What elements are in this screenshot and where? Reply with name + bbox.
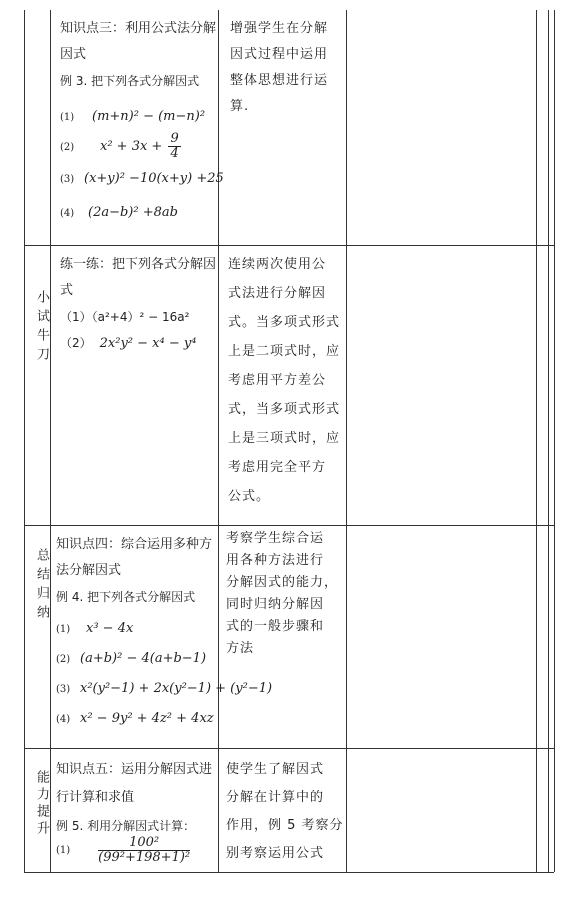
row1-item-1: (1) (m+n)² − (m−n)² (60, 109, 206, 124)
row3-heading: 知识点四：综合运用多种方 (56, 537, 213, 552)
row3-content (56, 532, 218, 610)
row4-purpose: 使学生了解因式 分解在计算中的 作用，例 5 考察分 别考察运用公式 (226, 762, 344, 861)
row4-heading2: 行计算和求值 (56, 790, 135, 805)
row2-item-1: （1）（a²+4）² − 16a² (60, 310, 190, 324)
row3-example: 例 4. 把下列各式分解因式 (56, 590, 196, 604)
table-border-left (24, 10, 25, 872)
col-divider-3 (346, 10, 347, 872)
fraction-9-4: $\frac{9}{4}$ (170, 131, 179, 161)
row3-heading2: 法分解因式 (56, 563, 122, 578)
row1-content (60, 16, 218, 94)
row1-example: 例 3. 把下列各式分解因式 (60, 74, 200, 88)
row3-item-4: (4) x² − 9y² + 4z² + 4xz (56, 711, 214, 726)
col-divider-5 (548, 10, 549, 872)
row1-item-4: (4) (2a−b)² +8ab (60, 205, 178, 220)
table-border-bottom (24, 872, 554, 873)
section-title-zongjieguina: 总结归纳 (34, 548, 49, 624)
expr-1: (m+n)² − (m−n)² (92, 109, 206, 124)
row4-example: 例 5. 利用分解因式计算： (56, 819, 196, 833)
expr-4: (2a−b)² +8ab (88, 205, 178, 220)
col-divider-1 (50, 10, 51, 872)
row3-item-1: (1) x³ − 4x (56, 621, 134, 636)
row2-item-2: （2） 2x²y² − x⁴ − y⁴ (60, 336, 197, 351)
row4-item-1: (1) $\frac{\text{100²}}{\text{(99²+198+1)²}}$ (56, 835, 191, 865)
col-divider-4 (536, 10, 537, 872)
row1-item-3: (3) (x+y)² −10(x+y) +25 (60, 171, 224, 186)
fraction-100-squared: $\frac{\text{100²}}{\text{(99²+198+1)²}}$ (98, 835, 191, 865)
section-title-xiaoshiniudao: 小试牛刀 (34, 290, 49, 366)
row1-purpose: 增强学生在分解 因式过程中运用 整体思想进行运 算. (230, 21, 329, 114)
row-divider-3 (24, 748, 554, 749)
row1-heading2: 因式 (60, 47, 87, 62)
row2-content (60, 252, 218, 357)
row4-heading: 知识点五：运用分解因式进 (56, 762, 213, 777)
row2-heading: 练一练：把下列各式分解因 (60, 257, 217, 272)
row2-purpose: 连续两次使用公 式法进行分解因 式。当多项式形式 上是二项式时，应 考虑用平方差公 式，当多项式形式 上是三项式时，应 考虑用完全平方 公式。 (228, 257, 341, 504)
section-title-nenglitisheng: 能力提升 (34, 770, 49, 838)
col-divider-2 (218, 10, 219, 872)
row3-purpose: 考察学生综合运 用各种方法进行 分解因式的能力， 同时归纳分解因 式的一般步骤和 方法 (226, 531, 339, 656)
row4-content (56, 756, 218, 840)
expr-2: x² + 3x + (100, 139, 163, 154)
row3-item-3: (3) x²(y²−1) + 2x(y²−1) + (y²−1) (56, 681, 273, 696)
row-divider-2 (24, 525, 554, 526)
row-divider-1 (24, 245, 554, 246)
row1-heading: 知识点三：利用公式法分解 (60, 21, 217, 36)
row3-item-2: (2) (a+b)² − 4(a+b−1) (56, 651, 207, 666)
row1-item-2: (2) x² + 3x + $\frac{9}{4}$ (60, 131, 179, 161)
expr-3: (x+y)² −10(x+y) +25 (84, 171, 224, 186)
row2-heading2: 式 (60, 283, 74, 298)
table-border-right (554, 10, 555, 872)
